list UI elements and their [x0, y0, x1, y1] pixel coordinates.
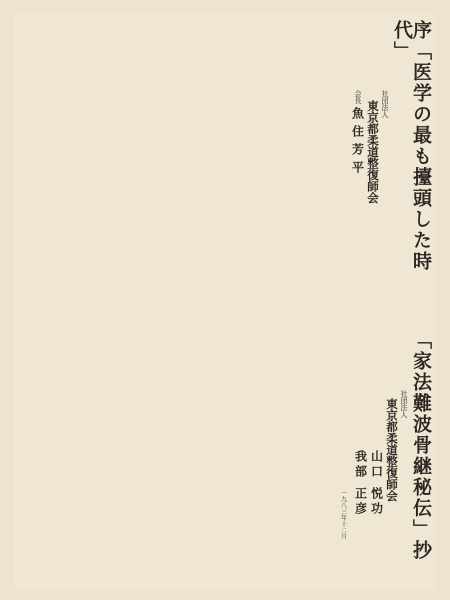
preface-author-name: 魚住芳平 [350, 107, 365, 179]
excerpt-section [14, 330, 436, 588]
excerpt-author-block [355, 330, 408, 588]
excerpt-organization: 東京都柔道整復師会 [385, 398, 399, 502]
excerpt-names [355, 330, 383, 588]
preface-organization: 東京都柔道整復師会 [366, 100, 380, 204]
preface-body [14, 20, 344, 300]
excerpt-affiliation: 社団法人 [400, 390, 408, 418]
excerpt-date: 一九八三年十二月 [339, 490, 347, 540]
preface-role-name [352, 20, 364, 300]
preface-title: 序「医学の最も擡頭した時代」 [391, 20, 432, 272]
excerpt-title: 「家法難波骨継秘伝」抄 [410, 330, 432, 561]
preface-section [14, 20, 436, 300]
excerpt-author-name-1: 山口 悦功 [369, 450, 384, 518]
excerpt-body [14, 330, 347, 588]
document-page [14, 12, 436, 590]
preface-affiliation: 社団法人 [381, 90, 389, 118]
preface-author-block [352, 20, 389, 300]
preface-role: 会長 [354, 90, 362, 104]
excerpt-author-name-2: 我部 正彦 [353, 450, 368, 518]
